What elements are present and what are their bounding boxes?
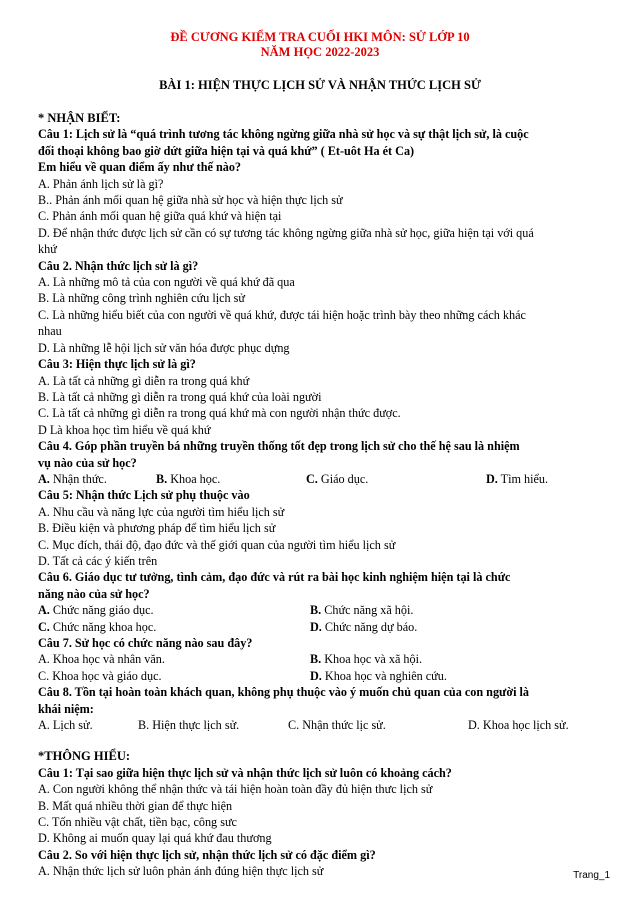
answer-option: A. Nhận thức. bbox=[38, 471, 107, 486]
answer-option: B. Chức năng xã hội. bbox=[310, 603, 414, 618]
section-heading-thong-hieu: *THÔNG HIỂU: bbox=[38, 749, 131, 764]
page-number: Trang_1 bbox=[573, 870, 610, 881]
answer-option: C. Khoa học và giáo dục. bbox=[38, 668, 162, 683]
question-stem: Câu 5: Nhận thức Lịch sử phụ thuộc vào bbox=[38, 488, 250, 503]
answer-option: B. Điều kiện và phương pháp để tìm hiểu lịch sử bbox=[38, 521, 276, 536]
question-stem: Câu 1: Tại sao giữa hiện thực lịch sử và nhận thức lịch sử luôn có khoảng cách? bbox=[38, 765, 452, 780]
question-stem: Câu 8. Tồn tại hoàn toàn khách quan, không phụ thuộc vào ý muốn chủ quan của con người là bbox=[38, 685, 530, 700]
answer-option: A. Lịch sử. bbox=[38, 718, 93, 733]
answer-option: B.. Phản ánh mối quan hệ giữa nhà sử học và hiện thực lịch sử bbox=[38, 193, 343, 208]
answer-option: C. Là những hiểu biết của con người về quá khứ, được tái hiện hoặc trình bày theo những cách khác bbox=[38, 307, 526, 322]
question-stem: Câu 2. Nhận thức lịch sử là gì? bbox=[38, 258, 199, 273]
question-stem: Câu 7. Sử học có chức năng nào sau đây? bbox=[38, 636, 253, 650]
answer-option: D. Là những lễ hội lịch sử văn hóa được phục dựng bbox=[38, 340, 290, 355]
question-stem: Câu 1: Lịch sử là “quá trình tương tác không ngừng giữa nhà sử học và sự thật lịch sử, là cuộc bbox=[38, 127, 529, 142]
question-stem: Câu 6. Giáo dục tư tưởng, tình cảm, đạo đức và rút ra bài học kinh nghiệm hiện tại là chức bbox=[38, 570, 511, 585]
question-stem: Câu 2. So với hiện thực lịch sử, nhận thức lịch sử có đặc điểm gì? bbox=[38, 847, 376, 862]
answer-option: C. Mục đích, thái độ, đạo đức và thế giới quan của người tìm hiểu lịch sử bbox=[38, 537, 396, 552]
answer-option: D. Tất cả các ý kiến trên bbox=[38, 553, 158, 568]
answer-option: C. Tốn nhiều vật chất, tiền bạc, công sưc bbox=[38, 815, 237, 830]
answer-option: B. Mất quá nhiều thời gian để thực hiện bbox=[38, 798, 233, 813]
answer-row bbox=[38, 471, 606, 487]
answer-option: C. Nhận thức lịc sử. bbox=[288, 718, 386, 733]
section-heading-nhan-biet: * NHẬN BIẾT: bbox=[38, 111, 121, 125]
answer-option: B. Hiện thực lịch sử. bbox=[138, 718, 240, 733]
question-stem: Câu 3: Hiện thực lịch sử là gì? bbox=[38, 357, 196, 372]
question-stem: vụ nào của sử học? bbox=[38, 455, 137, 470]
answer-option: C. Phản ánh mối quan hệ giữa quá khứ và hiện tại bbox=[38, 209, 282, 224]
answer-row bbox=[38, 602, 606, 618]
answer-option: B. Khoa học. bbox=[156, 471, 221, 486]
answer-option: D. Khoa học lịch sử. bbox=[468, 718, 569, 733]
answer-option: D. Chức năng dự báo. bbox=[310, 619, 418, 634]
answer-option: C. Chức năng khoa học. bbox=[38, 619, 157, 634]
answer-option: A. Con người không thể nhận thức và tái hiện hoàn toàn đầy đủ hiện thưc lịch sử bbox=[38, 782, 433, 797]
question-stem: năng nào của sử học? bbox=[38, 586, 150, 601]
answer-option: B. Là những công trình nghiên cứu lịch sử bbox=[38, 291, 245, 306]
answer-row bbox=[38, 651, 606, 667]
question-stem: đối thoại không bao giờ dứt giữa hiện tại và quá khứ” ( Et-uôt Ha ét Ca) bbox=[38, 143, 415, 158]
question-stem: khái niệm: bbox=[38, 701, 94, 716]
answer-option: A. Nhận thức lịch sử luôn phản ánh đúng hiện thực lịch sử bbox=[38, 864, 324, 879]
answer-option: A. Chức năng giáo dục. bbox=[38, 603, 154, 618]
answer-option: D. Khoa học và nghiên cứu. bbox=[310, 668, 447, 683]
answer-option: D. Không ai muốn quay lại quá khứ đau thương bbox=[38, 831, 272, 846]
school-year: NĂM HỌC 2022-2023 bbox=[260, 45, 380, 59]
answer-option: nhau bbox=[38, 324, 62, 339]
question-stem: Em hiểu về quan điểm ấy như thế nào? bbox=[38, 160, 242, 175]
answer-option: A. Là tất cả những gì diễn ra trong quá khứ bbox=[38, 373, 250, 388]
answer-option: C. Là tất cả những gì diễn ra trong quá khứ mà con người nhận thức được. bbox=[38, 406, 401, 421]
answer-option: C. Giáo dục. bbox=[306, 471, 369, 486]
question-list bbox=[38, 110, 606, 880]
answer-option: D. Để nhận thức được lịch sử cần có sự tương tác không ngừng giữa nhà sử học, giữa hiện tại với quá bbox=[38, 225, 534, 240]
answer-row bbox=[38, 717, 606, 733]
question-stem: Câu 4. Góp phần truyền bá những truyền thống tốt đẹp trong lịch sử cho thế hệ sau là nhiệm bbox=[38, 439, 520, 454]
document-title: ĐỀ CƯƠNG KIỂM TRA CUỐI HKI MÔN: SỬ LỚP 10 bbox=[170, 30, 470, 44]
answer-option: D Là khoa học tìm hiểu về quá khứ bbox=[38, 422, 211, 437]
answer-option: B. Khoa học và xã hội. bbox=[310, 652, 423, 667]
answer-option: D. Tìm hiểu. bbox=[486, 471, 549, 486]
spacer bbox=[38, 733, 606, 748]
lesson-heading: BÀI 1: HIỆN THỰC LỊCH SỬ VÀ NHẬN THỨC LỊCH SỬ bbox=[159, 78, 481, 92]
answer-row bbox=[38, 619, 606, 635]
answer-option: B. Là tất cả những gì diễn ra trong quá khứ của loài người bbox=[38, 389, 322, 404]
answer-option: A. Là những mô tả của con người về quá khứ đã qua bbox=[38, 275, 295, 290]
answer-row bbox=[38, 668, 606, 684]
answer-option: A. Phản ánh lịch sử là gì? bbox=[38, 176, 164, 191]
answer-option: A. Khoa học và nhân văn. bbox=[38, 652, 165, 667]
answer-option: A. Nhu cầu và năng lực của người tìm hiểu lịch sử bbox=[38, 504, 285, 519]
answer-option: khứ bbox=[38, 242, 57, 257]
